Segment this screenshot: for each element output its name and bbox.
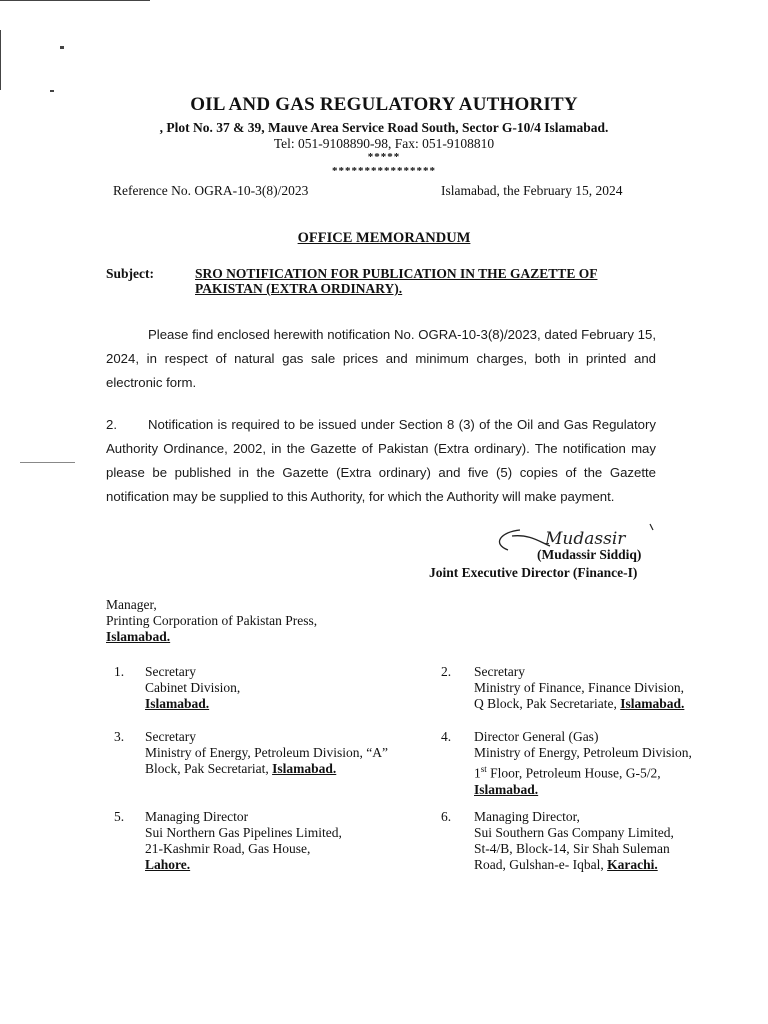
copy-line: St-4/B, Block-14, Sir Shah Suleman [474,841,670,856]
separator-stars-short: ***** [367,151,401,163]
memo-heading: OFFICE MEMORANDUM [297,230,471,246]
copy-line: 21-Kashmir Road, Gas House, [145,841,311,856]
separator-stars-long: **************** [332,165,436,177]
paragraph-2-number: 2. [106,417,117,432]
memo-date: Islamabad, the February 15, 2024 [441,183,623,198]
copy-line: Sui Southern Gas Company Limited, [474,825,674,840]
signature-scrawl: Mudassir [545,529,626,549]
copy-line: Managing Director, [474,809,580,824]
scan-dot [60,46,64,49]
addressee-block [106,597,317,645]
copy-line: Ministry of Finance, Finance Division, [474,680,684,695]
copy-line: Q Block, Pak Secretariate, [474,696,621,711]
copy-line: Floor, Petroleum House, G-5/2, [486,765,661,781]
copy-city: Karachi. [607,857,658,872]
paragraph-2-text: Notification is required to be issued under Section 8 (3) of the Oil and Gas Regulatory Authority Ordinance, 2002, in the Gazette of Pakistan (Extra ordinary). The notification may please be published in the Gazette (Extra ordinary) and five (5) copies of the Gazette notification may be supplied to this Authority, for which the Authority will make payment. [106,417,656,504]
copy-number: 2. [441,664,452,679]
copy-line: Secretary [145,664,196,679]
copy-city: Lahore. [145,857,191,872]
paragraph-1 [106,323,656,395]
floor-suffix: st [480,764,487,774]
organization-title: OIL AND GAS REGULATORY AUTHORITY [190,94,578,115]
subject-label: Subject: [106,266,154,281]
copy-number: 4. [441,729,452,744]
copy-line: Director General (Gas) [474,729,599,744]
copy-recipient-6 [474,809,714,873]
copy-line: Block, Pak Secretariat, [145,761,273,776]
copy-line: Ministry of Energy, Petroleum Division, [474,745,692,760]
organization-contact: Tel: 051-9108890-98, Fax: 051-9108810 [273,136,495,151]
copy-recipient-1 [145,664,435,712]
copy-line: Cabinet Division, [145,680,241,695]
copy-recipient-3 [145,729,435,777]
copy-line: Managing Director [145,809,249,824]
copy-line: Sui Northern Gas Pipelines Limited, [145,825,342,840]
copy-recipient-2 [474,664,714,712]
copy-city: Islamabad. [272,761,337,776]
copy-city: Islamabad. [145,696,210,711]
copy-recipient-4 [474,729,714,798]
copy-recipient-5 [145,809,435,873]
floor-number: 1 [474,765,481,781]
scan-dot [50,90,54,92]
copy-city: Islamabad. [474,781,539,797]
copy-line: Secretary [474,664,525,679]
scan-edge-mark [0,30,1,90]
scan-dash-mark [20,462,75,463]
reference-number: Reference No. OGRA-10-3(8)/2023 [113,183,309,198]
addressee-city: Islamabad. [106,629,171,644]
scan-edge-line [0,0,150,1]
copy-number: 1. [114,664,125,679]
organization-address: , Plot No. 37 & 39, Mauve Area Service Road South, Sector G-10/4 Islamabad. [159,120,609,135]
copy-line: Secretary [145,729,196,744]
copy-city: Islamabad. [620,696,685,711]
paragraph-2 [106,413,656,509]
addressee-line-2: Printing Corporation of Pakistan Press, [106,613,318,628]
signatory-designation: Joint Executive Director (Finance-I) [429,565,638,580]
signatory-name: (Mudassir Siddiq) [537,547,642,562]
copy-number: 6. [441,809,452,824]
copy-number: 5. [114,809,125,824]
copy-line: Road, Gulshan-e- Iqbal, [474,857,608,872]
subject-text: SRO NOTIFICATION FOR PUBLICATION IN THE GAZETTE OF PAKISTAN (EXTRA ORDINARY). [195,266,598,296]
paragraph-1-text: Please find enclosed herewith notification No. OGRA-10-3(8)/2023, dated February 15, 2024, in respect of natural gas sale prices and minimum charges, both in printed and electronic form. [106,327,656,390]
copy-number: 3. [114,729,125,744]
copy-line: Ministry of Energy, Petroleum Division, “A” [145,745,388,760]
addressee-line-1: Manager, [106,597,157,612]
